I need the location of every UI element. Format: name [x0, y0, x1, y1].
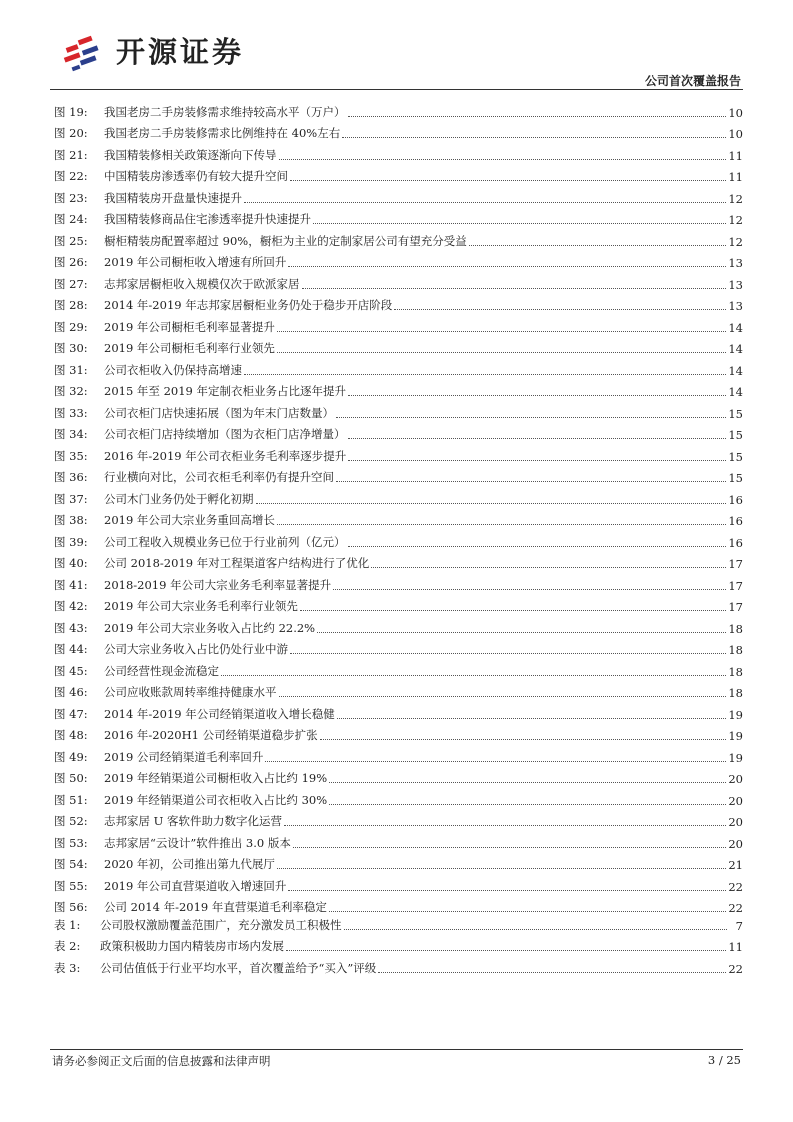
figure-entry-label: 图 32:: [54, 384, 88, 398]
figure-entry-label: 图 54:: [54, 857, 88, 871]
table-entry[interactable]: [54, 954, 743, 976]
figure-entry-title: 2016 年-2020H1 公司经销渠道稳步扩张: [104, 728, 318, 742]
figure-entry-page: 14: [728, 385, 743, 399]
figure-entry-label: 图 52:: [54, 814, 88, 828]
figure-entry[interactable]: [54, 507, 743, 529]
dot-leader: [317, 632, 726, 633]
figure-entry-title: 2019 年公司直营渠道收入增速回升: [104, 878, 287, 893]
figure-entry-title: 2019 年公司大宗业务重回高增长: [104, 513, 275, 527]
figure-entry-page: 13: [728, 256, 743, 270]
dot-leader: [329, 782, 726, 783]
figure-entry-title: 2018-2019 年公司大宗业务毛利率显著提升: [104, 577, 332, 592]
dot-leader: [320, 739, 727, 740]
figure-entry-title: 2014 年-2019 年公司经销渠道收入增长稳健: [104, 706, 335, 721]
figure-entry-label: 图 44:: [54, 642, 88, 656]
figure-entry-page: 22: [728, 901, 743, 915]
figure-entry-page: 17: [728, 557, 743, 571]
figure-entry[interactable]: [54, 550, 743, 572]
figure-entry-page: 12: [728, 191, 743, 206]
dot-leader: [279, 696, 727, 697]
dot-leader: [286, 950, 726, 951]
table-entry-label: 表 3:: [54, 960, 81, 975]
dot-leader: [336, 417, 726, 418]
figure-entry-page: 18: [728, 621, 743, 636]
report-type-label: 公司首次覆盖报告: [644, 74, 741, 88]
figure-entry-label: 图 23:: [54, 190, 88, 205]
figure-entry-page: 19: [728, 750, 743, 765]
dot-leader: [336, 481, 726, 482]
figure-entry[interactable]: [54, 528, 743, 550]
table-list: [54, 911, 743, 976]
figure-entry[interactable]: [54, 292, 743, 314]
dot-leader: [333, 589, 726, 590]
table-entry-page: 7: [735, 918, 743, 933]
figure-entry-title: 2019 年公司大宗业务毛利率行业领先: [104, 599, 298, 613]
figure-entry[interactable]: [54, 614, 743, 636]
figure-entry-page: 12: [728, 234, 743, 249]
dot-leader: [329, 804, 726, 805]
figure-entry[interactable]: [54, 808, 743, 830]
figure-entry-title: 2020 年初，公司推出第九代展厅: [104, 857, 275, 871]
figure-entry-page: 19: [728, 707, 743, 722]
figure-entry-page: 17: [728, 578, 743, 593]
figure-entry[interactable]: [54, 335, 743, 357]
figure-entry[interactable]: [54, 636, 743, 658]
figure-entry[interactable]: [54, 700, 743, 722]
dot-leader: [244, 202, 726, 203]
figure-entry[interactable]: [54, 679, 743, 701]
figure-entry-page: 20: [728, 793, 743, 808]
figure-entry-label: 图 40:: [54, 556, 88, 570]
dot-leader: [277, 524, 726, 525]
dot-leader: [284, 825, 726, 826]
dot-leader: [290, 180, 726, 181]
figure-entry-label: 图 39:: [54, 534, 88, 549]
figure-entry-label: 图 21:: [54, 147, 88, 162]
figure-entry-label: 图 24:: [54, 212, 88, 226]
figure-entry-title: 橱柜精装房配置率超过 90%，橱柜为主业的定制家居公司有望充分受益: [104, 233, 467, 248]
figure-entry[interactable]: [54, 872, 743, 894]
figure-entry-title: 2016 年-2019 年公司衣柜业务毛利率逐步提升: [104, 448, 347, 463]
figure-entry[interactable]: [54, 593, 743, 615]
figure-entry[interactable]: [54, 98, 743, 120]
figure-entry-label: 图 30:: [54, 341, 88, 355]
figure-entry-title: 公司应收账款周转率维持健康水平: [104, 685, 277, 699]
figure-entry-title: 中国精装房渗透率仍有较大提升空间: [104, 169, 288, 183]
figure-entry-page: 18: [728, 643, 743, 657]
figure-entry-title: 志邦家居“云设计”软件推出 3.0 版本: [104, 835, 291, 850]
figure-entry[interactable]: [54, 851, 743, 873]
dot-leader: [371, 567, 726, 568]
figure-entry-page: 15: [728, 471, 743, 485]
dot-leader: [348, 438, 727, 439]
figure-entry-page: 20: [728, 772, 743, 786]
figure-entry-page: 13: [728, 299, 743, 313]
figure-entry-page: 17: [728, 600, 743, 614]
figure-entry-page: 11: [728, 148, 743, 163]
figure-entry-label: 图 55:: [54, 878, 88, 893]
figure-entry-label: 图 45:: [54, 663, 88, 678]
figure-entry-page: 20: [728, 815, 743, 829]
figure-entry-title: 公司工程收入规模业务已位于行业前列（亿元）: [104, 534, 346, 549]
table-entry[interactable]: [54, 933, 743, 955]
figure-entry-title: 2019 年公司大宗业务收入占比约 22.2%: [104, 620, 316, 635]
dot-leader: [394, 309, 726, 310]
figure-entry-label: 图 49:: [54, 749, 88, 764]
figure-entry[interactable]: [54, 163, 743, 185]
figure-entry-page: 10: [728, 105, 743, 120]
figure-entry[interactable]: [54, 399, 743, 421]
dot-leader: [244, 374, 726, 375]
figure-list: [54, 98, 743, 915]
figure-entry-title: 2019 年公司橱柜毛利率显著提升: [104, 319, 275, 334]
brand-logo: [62, 26, 244, 74]
figure-entry-page: 14: [728, 363, 743, 378]
figure-entry-title: 公司 2014 年-2019 年直营渠道毛利率稳定: [104, 900, 327, 914]
figure-entry[interactable]: [54, 313, 743, 335]
figure-entry-title: 公司衣柜收入仍保持高增速: [104, 362, 242, 377]
dot-leader: [342, 137, 726, 138]
figure-entry[interactable]: [54, 141, 743, 163]
figure-entry-title: 公司衣柜门店快速拓展（图为年末门店数量）: [104, 405, 334, 420]
figure-entry-label: 图 48:: [54, 728, 88, 742]
figure-entry-label: 图 53:: [54, 835, 88, 850]
figure-entry-page: 20: [728, 836, 743, 851]
figure-entry[interactable]: [54, 464, 743, 486]
figure-entry[interactable]: [54, 485, 743, 507]
dot-leader: [279, 159, 727, 160]
figure-entry[interactable]: [54, 227, 743, 249]
brand-name: 开源证券: [116, 34, 245, 69]
figure-entry[interactable]: [54, 270, 743, 292]
figure-entry-title: 2014 年-2019 年志邦家居橱柜业务仍处于稳步开店阶段: [104, 298, 393, 312]
figure-entry[interactable]: [54, 657, 743, 679]
figure-entry-page: 15: [728, 449, 743, 464]
figure-entry-title: 2019 年经销渠道公司橱柜收入占比约 19%: [104, 771, 328, 785]
figure-entry-title: 2019 年公司橱柜收入增速有所回升: [104, 255, 287, 269]
figure-entry-page: 14: [728, 320, 743, 335]
dot-leader: [290, 653, 726, 654]
logo-mark-icon: [62, 28, 112, 72]
figure-entry-title: 行业横向对比，公司衣柜毛利率仍有提升空间: [104, 470, 334, 484]
figure-entry-label: 图 29:: [54, 319, 88, 334]
figure-entry-label: 图 25:: [54, 233, 88, 248]
figure-entry-label: 图 47:: [54, 706, 88, 721]
figure-entry-label: 图 41:: [54, 577, 88, 592]
figure-entry-page: 16: [728, 492, 743, 507]
figure-entry[interactable]: [54, 206, 743, 228]
figure-entry[interactable]: [54, 421, 743, 443]
dot-leader: [313, 223, 726, 224]
figure-entry-page: 19: [728, 729, 743, 743]
figure-entry-page: 12: [728, 213, 743, 227]
figure-entry-label: 图 46:: [54, 685, 88, 699]
figure-entry-page: 16: [728, 514, 743, 528]
figure-entry[interactable]: [54, 571, 743, 593]
figure-entry-page: 18: [728, 664, 743, 679]
dot-leader: [469, 245, 727, 246]
dot-leader: [288, 890, 726, 891]
figure-entry[interactable]: [54, 120, 743, 142]
figure-entry[interactable]: [54, 743, 743, 765]
figure-entry-page: 22: [728, 879, 743, 894]
dot-leader: [288, 266, 726, 267]
figure-entry-page: 21: [728, 858, 743, 872]
figure-entry-label: 图 27:: [54, 276, 88, 291]
figure-entry-title: 2019 年公司橱柜毛利率行业领先: [104, 341, 275, 355]
figure-entry-page: 16: [728, 535, 743, 550]
dot-leader: [256, 503, 727, 504]
figure-entry-label: 图 28:: [54, 298, 88, 312]
figure-entry-label: 图 36:: [54, 470, 88, 484]
figure-entry-title: 公司 2018-2019 年对工程渠道客户结构进行了优化: [104, 556, 370, 570]
figure-entry-title: 我国老房二手房装修需求比例维持在 40%左右: [104, 126, 341, 140]
dot-leader: [265, 761, 726, 762]
figure-entry-title: 2019 公司经销渠道毛利率回升: [104, 749, 264, 764]
figure-entry-label: 图 51:: [54, 792, 88, 807]
figure-entry-label: 图 34:: [54, 427, 88, 441]
header-divider: [50, 89, 743, 90]
footer-disclaimer: 请务必参阅正文后面的信息披露和法律声明: [52, 1054, 271, 1068]
figure-entry[interactable]: [54, 442, 743, 464]
dot-leader: [348, 546, 727, 547]
figure-entry[interactable]: [54, 184, 743, 206]
figure-entry-page: 10: [728, 127, 743, 141]
figure-entry[interactable]: [54, 765, 743, 787]
figure-entry-label: 图 50:: [54, 771, 88, 785]
figure-entry-label: 图 22:: [54, 169, 88, 183]
table-entry-label: 表 1:: [54, 917, 81, 932]
figure-entry-label: 图 19:: [54, 104, 88, 119]
table-entry-label: 表 2:: [54, 939, 81, 953]
figure-entry[interactable]: [54, 356, 743, 378]
dot-leader: [348, 460, 726, 461]
figure-entry-title: 公司木门业务仍处于孵化初期: [104, 491, 254, 506]
figure-entry-label: 图 33:: [54, 405, 88, 420]
figure-entry-title: 我国精装修商品住宅渗透率提升快速提升: [104, 212, 311, 226]
figure-entry-label: 图 56:: [54, 900, 88, 914]
dot-leader: [300, 610, 726, 611]
figure-entry-label: 图 31:: [54, 362, 88, 377]
figure-entry-page: 15: [728, 406, 743, 421]
figure-entry-title: 我国精装修相关政策逐渐向下传导: [104, 147, 277, 162]
figure-entry-label: 图 20:: [54, 126, 88, 140]
table-entry[interactable]: [54, 911, 743, 933]
dot-leader: [348, 395, 726, 396]
dot-leader: [348, 116, 727, 117]
figure-entry-page: 18: [728, 686, 743, 700]
footer-divider: [50, 1049, 743, 1050]
figure-entry[interactable]: [54, 722, 743, 744]
table-entry-page: 22: [728, 961, 743, 976]
page-number: 3 / 25: [707, 1053, 741, 1067]
figure-entry-title: 公司衣柜门店持续增加（图为衣柜门店净增量）: [104, 427, 346, 441]
figure-entry[interactable]: [54, 786, 743, 808]
figure-entry-title: 2019 年经销渠道公司衣柜收入占比约 30%: [104, 792, 328, 807]
table-entry-title: 公司估值低于行业平均水平，首次覆盖给予“买入”评级: [100, 960, 377, 975]
figure-entry-title: 志邦家居 U 客软件助力数字化运营: [104, 814, 283, 828]
figure-entry-label: 图 43:: [54, 620, 88, 635]
figure-entry[interactable]: [54, 829, 743, 851]
figure-entry-label: 图 38:: [54, 513, 88, 527]
figure-entry-title: 志邦家居橱柜收入规模仅次于欧派家居: [104, 276, 300, 291]
figure-entry-page: 14: [728, 342, 743, 356]
table-entry-page: 11: [728, 940, 743, 954]
figure-entry-label: 图 37:: [54, 491, 88, 506]
figure-entry-label: 图 35:: [54, 448, 88, 463]
figure-entry-title: 我国老房二手房装修需求维持较高水平（万户）: [104, 104, 346, 119]
figure-entry-label: 图 42:: [54, 599, 88, 613]
dot-leader: [378, 972, 726, 973]
figure-entry[interactable]: [54, 378, 743, 400]
dot-leader: [337, 718, 727, 719]
figure-entry-title: 我国精装房开盘量快速提升: [104, 190, 242, 205]
figure-entry-title: 公司大宗业务收入占比仍处行业中游: [104, 642, 288, 656]
table-entry-title: 公司股权激励覆盖范围广，充分激发员工积极性: [100, 917, 342, 932]
figure-entry-title: 公司经营性现金流稳定: [104, 663, 219, 678]
dot-leader: [344, 929, 728, 930]
figure-entry-title: 2015 年至 2019 年定制衣柜业务占比逐年提升: [104, 384, 346, 398]
table-entry-title: 政策积极助力国内精装房市场内发展: [100, 939, 284, 953]
figure-entry-page: 11: [728, 170, 743, 184]
dot-leader: [221, 675, 726, 676]
dot-leader: [277, 352, 726, 353]
dot-leader: [277, 331, 726, 332]
figure-entry-page: 13: [728, 277, 743, 292]
dot-leader: [302, 288, 727, 289]
dot-leader: [293, 847, 727, 848]
figure-entry[interactable]: [54, 249, 743, 271]
figure-entry-label: 图 26:: [54, 255, 88, 269]
figure-entry-page: 15: [728, 428, 743, 442]
dot-leader: [277, 868, 726, 869]
